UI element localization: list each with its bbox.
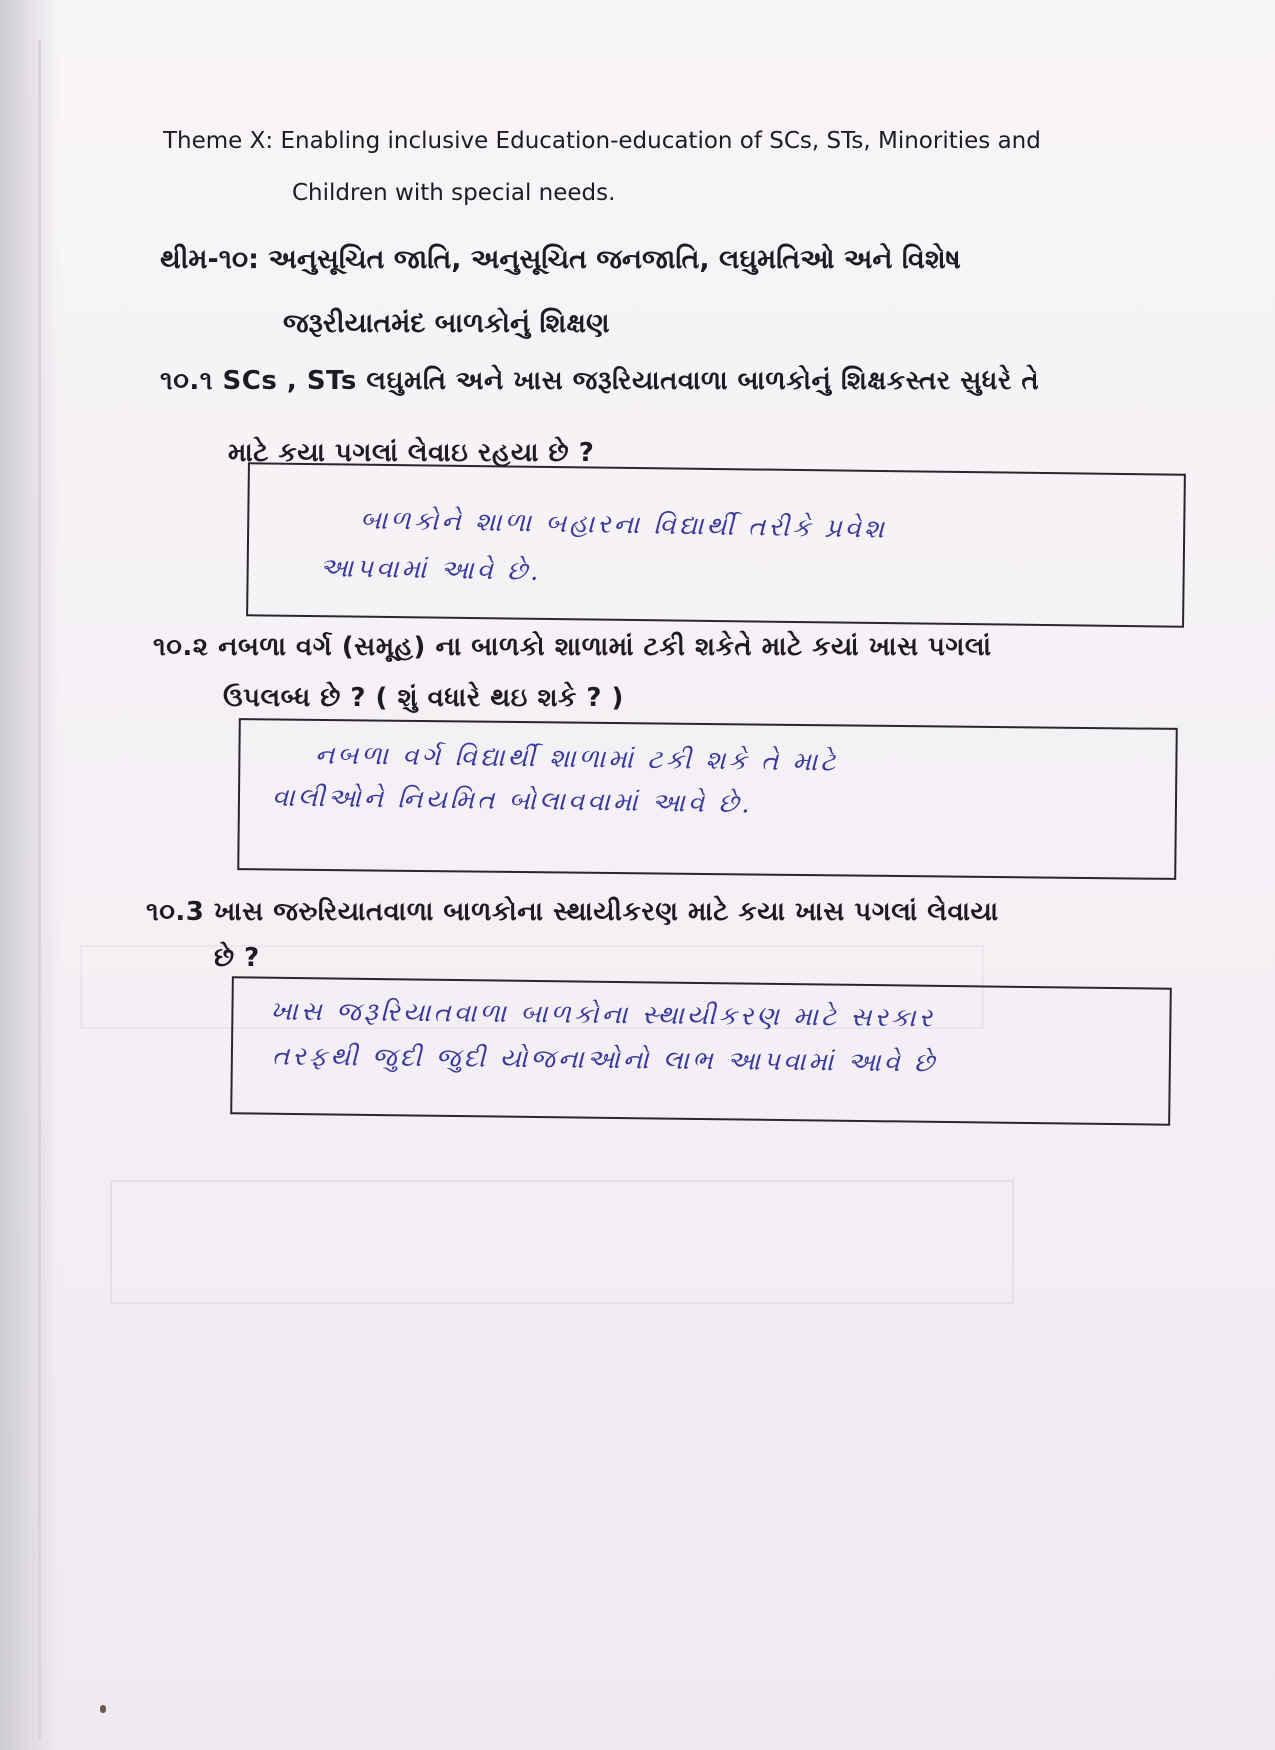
handwritten-answer-10-3-line1: ખાસ જરૂરિયાતવાળા બાળકોના સ્થાયીકરણ માટે સરકાર bbox=[269, 996, 936, 1034]
theme-gujarati-line2: જરૂરીયાતમંદ બાળકોનું શિક્ષણ bbox=[283, 308, 610, 339]
theme-gujarati-line1: થીમ-૧૦: અનુસૂચિત જાતિ, અનુસૂચિત જનજાતિ, લઘુમતિઓ અને વિશેષ bbox=[160, 244, 961, 275]
handwritten-answer-10-1-line1: બાળકોને શાળા બહારના વિદ્યાર્થી તરીકે પ્રવેશ bbox=[359, 505, 888, 545]
paper-speck bbox=[100, 1705, 106, 1713]
question-10-1-line1: ૧૦.૧ SCs , STs લઘુમતિ અને ખાસ જરૂરિયાતવાળા બાળકોનું શિક્ષકસ્તર સુધરે તે bbox=[160, 366, 1040, 396]
question-10-2-line2: ઉપલબ્ધ છે ? ( શું વધારે થઇ શકે ? ) bbox=[223, 683, 624, 713]
handwritten-answer-10-3-line2: તરફથી જુદી જુદી યોજનાઓનો લાભ આપવામાં આવે છે bbox=[271, 1041, 938, 1079]
question-10-3-line1: ૧૦.3 ખાસ જરુરિયાતવાળા બાળકોના સ્થાયીકરણ માટે કયા ખાસ પગલાં લેવાયા bbox=[146, 897, 999, 927]
page-fold-line bbox=[38, 40, 41, 1740]
page-edge-shadow bbox=[0, 0, 60, 1750]
handwritten-answer-10-1-line2: આપવામાં આવે છે. bbox=[319, 553, 542, 587]
question-10-2-line1: ૧૦.૨ નબળા વર્ગ (સમૂહ) ના બાળકો શાળામાં ટકી શકેતે માટે કયાં ખાસ પગલાં bbox=[153, 632, 992, 662]
handwritten-answer-10-2-line1: નબળા વર્ગ વિદ્યાર્થી શાળામાં ટકી શકે તે માટે bbox=[314, 740, 839, 778]
bleed-through-box bbox=[110, 1180, 1014, 1304]
question-10-1-line2: માટે કયા પગલાં લેવાઇ રહયા છે ? bbox=[228, 438, 595, 468]
theme-english-line1: Theme X: Enabling inclusive Education-education of SCs, STs, Minorities and bbox=[163, 128, 1041, 154]
answer-box-10-1[interactable] bbox=[246, 462, 1186, 627]
theme-english-line2: Children with special needs. bbox=[292, 180, 616, 206]
question-10-3-line2: છે ? bbox=[214, 943, 260, 973]
handwritten-answer-10-2-line2: વાલીઓને નિયમિત બોલાવવામાં આવે છે. bbox=[271, 782, 753, 820]
